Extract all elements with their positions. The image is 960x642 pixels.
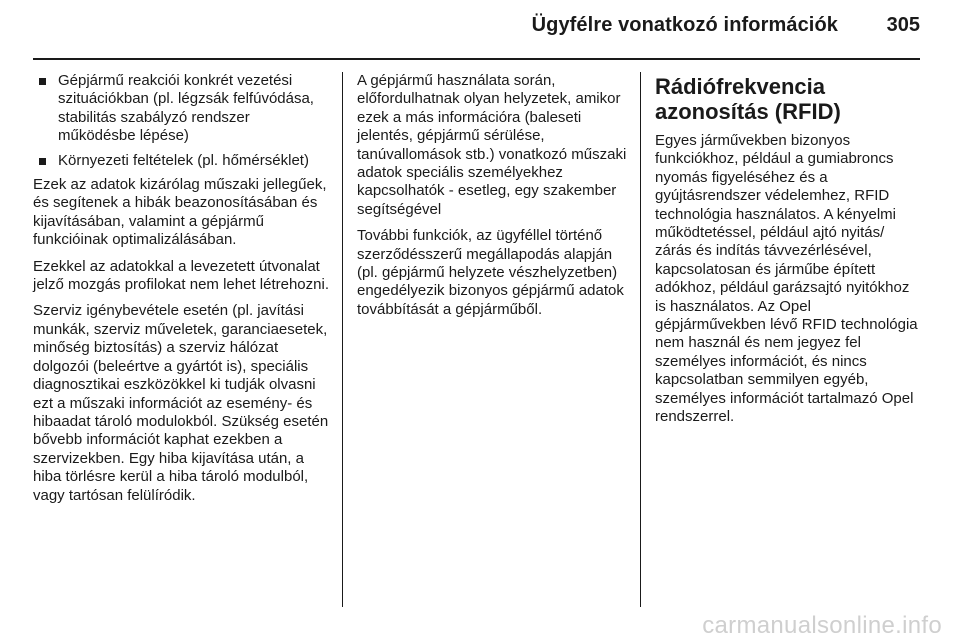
watermark-text: carmanualsonline.info	[702, 612, 942, 639]
bullet-square-icon	[39, 78, 46, 85]
list-item-text: Környezeti feltételek (pl. hőmérséklet)	[58, 151, 309, 169]
column-divider	[640, 72, 641, 607]
paragraph: További funkciók, az ügyféllel történő szerződésszerű megállapodás alapján (pl. gépjármű helyzete vészhelyzetben) engedélyezik bizonyos gépjármű adatok továbbítását a gépjárműből.	[357, 227, 624, 318]
text-column-2	[357, 72, 627, 327]
paragraph: Ezek az adatok kizárólag műszaki jellegűek, és segítenek a hibák beazonosításában és kijavításában, valamint a gépjármű funkcióinak optimalizálásában.	[33, 176, 327, 249]
page-header	[0, 0, 960, 60]
bullet-list	[33, 72, 329, 170]
list-item	[33, 72, 329, 146]
column-divider	[342, 72, 343, 607]
text-column-1	[33, 72, 329, 513]
bullet-square-icon	[39, 158, 46, 165]
page-title: Ügyfélre vonatkozó információk	[531, 14, 838, 36]
list-item-text: Gépjármű reakciói konkrét vezetési szituációkban (pl. légzsák felfúvódása, stabilitás szabályzó rendszer működésbe lépése)	[58, 72, 314, 145]
paragraph: Egyes járművekben bizonyos funkciókhoz, például a gumiabroncs nyomás figyeléséhez és a gyújtásrendszer védelemhez, RFID technológia használatos. A kényelmi működtetéssel, például ajtó nyitás/ zárás és indítás távvezérlésével, kapcsolatosan és járműbe épített adókhoz, például garázsajtó nyitókhoz is használatos. Az Opel gépjárművekben lévő RFID technológia nem használ és nem jegyez fel személyes információt, és nincs kapcsolatban semmilyen egyéb, személyes információt tartalmazó Opel rendszerrel.	[655, 132, 918, 426]
text-column-3	[655, 72, 923, 435]
paragraph: A gépjármű használata során, előfordulhatnak olyan helyzetek, amikor ezek a más információra (baleseti jelentés, gépjármű sérülése, tanúvallomások stb.) vonatkozó műszaki adatok speciális személyekhez kapcsolhatók - esetleg, egy szakember segítségével	[357, 72, 627, 218]
section-heading: Rádiófrekvencia azonosítás (RFID)	[655, 74, 841, 124]
page-number: 305	[886, 14, 920, 36]
paragraph: Ezekkel az adatokkal a levezetett útvonalat jelző mozgás profilokat nem lehet létrehozni.	[33, 257, 329, 294]
header-rule	[33, 58, 920, 60]
paragraph: Szerviz igénybevétele esetén (pl. javítási munkák, szerviz műveletek, garanciaesetek, minőség biztosítás) a szerviz hálózat dolgozói (beleértve a gyártót is), speciális diagnosztikai eszközökkel ki tudják olvasni ezt a műszaki információt az esemény- és hibaadat tároló modulokból. Szükség esetén bővebb információt kaphat ezekben a szervizekben. Egy hiba kijavítása után, a hiba törlésre kerül a hiba tároló modulból, vagy tartósan felülíródik.	[33, 302, 329, 504]
list-item	[33, 152, 329, 170]
